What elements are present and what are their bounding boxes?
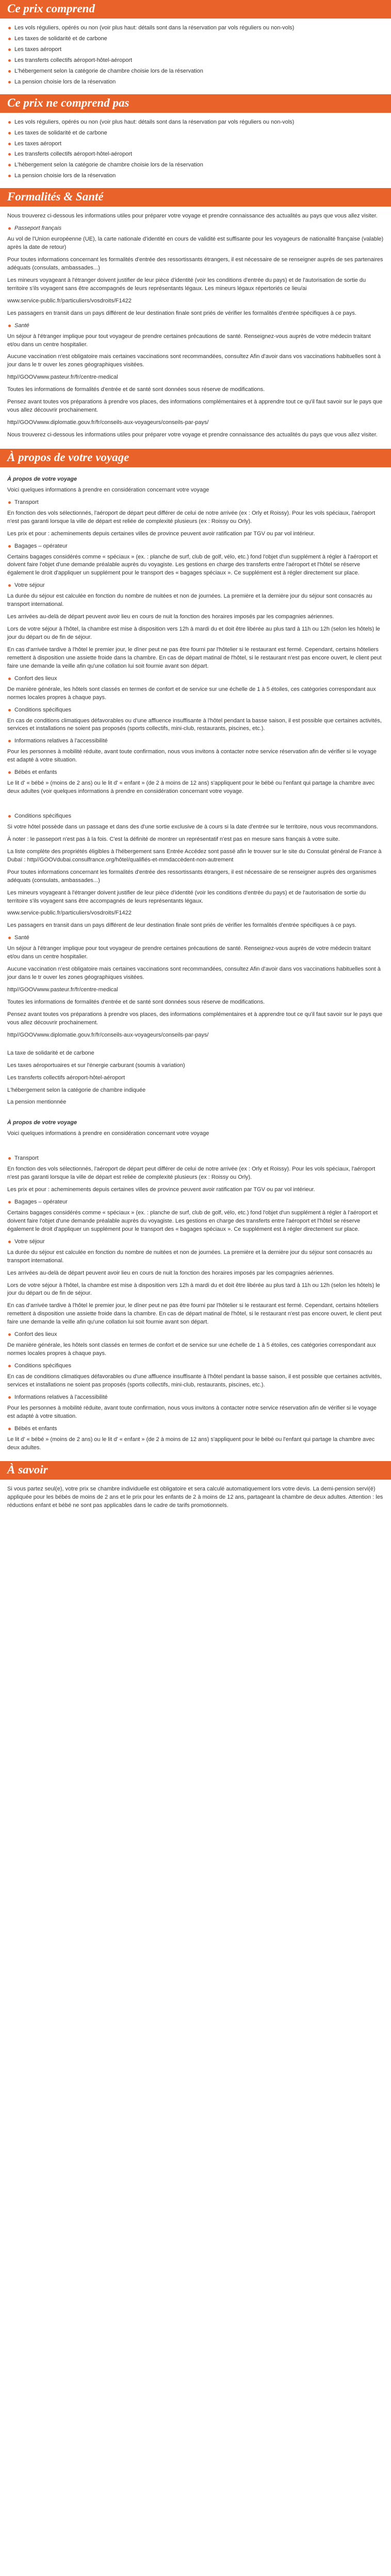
transport-heading (7, 1155, 384, 1163)
extra-p15: Les taxes aéroportuaires et sur l'énergie carburant (soumis à variation) (7, 1062, 185, 1069)
formalities-link-diplomatie[interactable]: http//GOOVwww.diplomatie.gouv.fr/fr/conseils-aux-voyageurs/conseils-par-pays/ (7, 419, 209, 426)
formalities-p11: Nous trouverez ci-dessous les informations utiles pour préparer votre voyage et prendre connaissance des actualités du pays que vous allez visiter. (7, 432, 378, 438)
stay-text-3: Lors de votre séjour à l'hôtel, la chambre est mise à disposition vers 12h à mardi du et doit être libérée au plus tard à 11h ou 12h (selon les hôtels) le jour du départ ou de fin de séjour. (7, 1282, 380, 1297)
baggage-heading (7, 1198, 384, 1207)
trip-section-title: À propos de votre voyage (0, 449, 391, 467)
included-list (7, 24, 384, 87)
kids-label: Bébés et enfants (14, 1425, 57, 1432)
accessibility-heading (7, 737, 384, 745)
bullet-icon (8, 132, 11, 134)
list-item (7, 150, 384, 159)
formalities-intro: Nous trouverez ci-dessous les informations utiles pour préparer votre voyage et prendre connaissance des actualités au pays que vous allez visiter. (7, 213, 378, 219)
bullet-icon (8, 81, 11, 83)
list-item-text: Les taxes aéroport (14, 46, 62, 53)
list-item (7, 78, 384, 87)
comfort-text: De manière générale, les hôtels sont classés en termes de confort et de service sur une échelle de 1 à 5 étoiles, ces catégories correspondant aux normes locales propres à chaque pays. (7, 686, 376, 701)
stay-text-3: Lors de votre séjour à l'hôtel, la chambre est mise à disposition vers 12h à mardi du et doit être libérée au plus tard à 11h ou 12h (selon les hôtels) le jour du départ ou de fin de séjour. (7, 626, 380, 640)
bullet-icon (8, 501, 11, 504)
know-text: Si vous partez seul(e), votre prix se chambre individuelle est obligatoire et sera calculé automatiquement lors votre devis. La demi-pension servi(é) appliquée pour les bébés de moins de 2 ans et le prix pour les enfants de 2 à moins de 12 ans, partageant la chambre de deux adultes. Attention : les réductions enfant et bébé ne sont pas applicables dans le cadre de tarifs promotionnels. (7, 1486, 383, 1509)
extra-p8: Un séjour à l'étranger implique pour tout voyageur de prendre certaines précautions de santé. Renseignez-vous auprès de votre médecin traitant et/ou dans un centre hospitalier. (7, 945, 371, 960)
formalities-p6: Aucune vaccination n'est obligatoire mais certaines vaccinations sont recommandées, consultez Afin d'avoir dans vos vaccinations habituelles sont à jour dans le tr ouver les zones géographiques visitées. (7, 353, 381, 368)
list-item (7, 161, 384, 170)
baggage-text: Certains bagages considérés comme « spéciaux » (ex. : planche de surf, club de golf, vélo, etc.) fond l'objet d'un supplément à régler à l'aéroport et doivent faire l'objet d'une demande préalable auprès du voyagiste. Les gestions en charge des transferts entre l'aéroport et l'hôtel se réserve également le droit d'appliquer un supplément pour le transport des « bagages spéciaux ». Ce supplément est à régler directement sur place. (7, 553, 378, 577)
extra-p3: La liste complète des propriétés éligibles à l'hébergement sans Entrée Accédez sont passé afin le trouver sur le site du Consulat général de France à Dubaï : http//GOOVdubai.consulfrance.org/hôtel/qualifiés-et-mmdaccèdent-non-autrement (7, 848, 382, 863)
list-item-text: L'hébergement selon la catégorie de chambre choisie lors de la réservation (14, 162, 203, 168)
extra-p14: La taxe de solidarité et de carbone (7, 1049, 94, 1056)
stay-text-4: En cas d'arrivée tardive à l'hôtel le premier jour, le dîner peut ne pas être fourni par l'hôtelier si le restaurant est fermé. Cependant, certains hôteliers remettent à disposition une assiette froide dans la chambre. En cas de départ matinal de l'hôtel, si le restaurant n'est pas encore ouvert, le client peut faire une demande la veille afin qu'une collation lui soit fournie avant son départ. (7, 646, 382, 669)
list-item-text: La pension choisie lors de la réservation (14, 78, 116, 85)
list-item (7, 67, 384, 76)
bullet-icon (8, 771, 11, 774)
accessibility-text: Pour les personnes à mobilité réduite, avant toute confirmation, nous vous invitons à contacter notre service réservation afin de vérifier si le voyage est adapté à votre situation. (7, 749, 377, 764)
stay-text-1: La durée du séjour est calculée en fonction du nombre de nuitées et non de journées. La première et la dernière jour du séjour sont consacrés au transport international. (7, 1249, 372, 1264)
list-item (7, 46, 384, 54)
baggage-label: Bagages – opérateur (14, 1199, 68, 1205)
specific-label: Conditions spécifiques (14, 1363, 72, 1369)
bullet-icon (8, 545, 11, 548)
comfort-heading (7, 1331, 384, 1339)
list-item (7, 140, 384, 148)
bullet-icon (8, 1333, 11, 1336)
extra-p2: À noter : le passeport n'est pas à la fois. C'est la définité de montrer un représentatif n'est pas en mesure sans français à votre suite. (7, 836, 340, 842)
list-item (7, 172, 384, 180)
baggage-text: Certains bagages considérés comme « spéciaux » (ex. : planche de surf, club de golf, vélo, etc.) fond l'objet d'un supplément à régler à l'aéroport et doivent faire l'objet d'une demande préalable auprès du voyagiste. Les gestions en charge des transferts entre l'aéroport et l'hôtel se réserve également le droit d'appliquer un supplément pour le transport des « bagages spéciaux ». Ce supplément est à régler directement sur place. (7, 1209, 378, 1232)
extra-specific-heading (7, 812, 384, 821)
extra-intro2: Voici quelques informations à prendre en considération concernant votre voyage (7, 1130, 209, 1137)
bullet-icon (8, 709, 11, 711)
accessibility-text: Pour les personnes à mobilité réduite, avant toute confirmation, nous vous invitons à contacter notre service réservation afin de vérifier si le voyage est adapté à votre situation. (7, 1404, 377, 1419)
stay-text-4: En cas d'arrivée tardive à l'hôtel le premier jour, le dîner peut ne pas être fourni par l'hôtelier si le restaurant est fermé. Cependant, certains hôteliers remettent à disposition une assiette froide dans la chambre. En cas de départ matinal de l'hôtel, si le restaurant n'est pas encore ouvert, le client peut faire une demande la veille afin qu'une collation lui soit fournie avant son départ. (7, 1302, 382, 1326)
extra-p12: Pensez avant toutes vos préparations à prendre vos places, des informations complémentaires et à apprendre tout ce qu'il faut savoir sur le pays que vous allez découvrir prochainement. (7, 1011, 383, 1026)
bullet-icon (8, 937, 11, 939)
formalities-link-service-public[interactable]: www.service-public.fr/particuliers/vosdroits/F1422 (7, 297, 132, 304)
trip-extra-section (0, 805, 391, 1147)
passport-label: Passeport français (14, 225, 62, 232)
bullet-icon (8, 153, 11, 156)
formalities-section (0, 207, 391, 449)
specific-text: En cas de conditions climatiques défavorables ou d'une affluence insuffisante à l'hôtel pendant la basse saison, il est possible que certaines activités, services et installations ne soient pas proposés (sports collectifs, mini-club, restaurants, piscines, etc.). (7, 1373, 382, 1388)
stay-text-2: Les arrivées au-delà de départ peuvent avoir lieu en cours de nuit la fonction des horaires imposés par les compagnies aériennes. (7, 614, 334, 620)
kids-text: Le lit d' « bébé » (moins de 2 ans) ou le lit d' « enfant » (de 2 à moins de 12 ans) s'appliquent pour le bébé ou l'enfant qui partage la chambre avec deux adultes. (7, 1436, 375, 1451)
specific-heading (7, 1362, 384, 1370)
bullet-icon (8, 325, 11, 327)
stay-heading (7, 582, 384, 590)
extra-link-diplomatie[interactable]: http//GOOVwww.diplomatie.gouv.fr/fr/conseils-aux-voyageurs/conseils-par-pays/ (7, 1031, 209, 1038)
list-item-text: Les taxes de solidarité et de carbone (14, 129, 107, 136)
extra-p1: Si votre hôtel possède dans un passage et dans des d'une sortie exclusive de à cours si la date d'entrée sur le territoire, nous vous recommandons. (7, 823, 379, 830)
bullet-icon (8, 164, 11, 166)
passport-text: Au vol de l'Union européenne (UE), la carte nationale d'identité en cours de validité est suffisante pour les voyageurs de nationalité française (valable) après la date de retour) (7, 236, 384, 251)
bullet-icon (8, 27, 11, 29)
baggage-heading (7, 543, 384, 551)
formalities-p5: Un séjour à l'étranger implique pour tout voyageur de prendre certaines précautions de santé. Renseignez-vous auprès de votre médecin traitant et/ou dans un centre hospitalier. (7, 333, 371, 348)
list-item-text: Les transferts collectifs aéroport-hôtel-aéroport (14, 151, 133, 158)
formalities-link-pasteur[interactable]: http//GOOVwww.pasteur.fr/fr/centre-medical (7, 374, 118, 381)
transport-heading (7, 499, 384, 507)
bullet-icon (8, 584, 11, 587)
extra-link-service-public[interactable]: www.service-public.fr/particuliers/vosdroits/F1422 (7, 910, 132, 917)
bullet-icon (8, 1157, 11, 1160)
health-heading (7, 322, 384, 330)
list-item (7, 57, 384, 65)
stay-heading (7, 1238, 384, 1246)
extra-p4: Pour toutes informations concernant les formalités d'entrée des ressortissants étrangers, il est nécessaire de se renseigner auprès des organismes adéquats (consulats, ambassades...) (7, 869, 377, 884)
kids-label: Bébés et enfants (14, 769, 57, 776)
extra-health-heading (7, 934, 384, 942)
know-section (0, 1480, 391, 1519)
trip-heading: À propos de votre voyage (7, 476, 77, 482)
bullet-icon (8, 1201, 11, 1204)
extra-p5: Les mineurs voyageant à l'étranger doivent justifier de leur pièce d'identité (voir les conditions d'entrée du pays) et de l'autorisation de sortie du territoire s'ils voyagent sans être accompagnés de leurs représentants légaux. (7, 889, 366, 904)
bullet-icon (8, 1396, 11, 1399)
bullet-icon (8, 38, 11, 40)
transport-label: Transport (14, 1155, 39, 1162)
extra-heading2: À propos de votre voyage (7, 1120, 77, 1126)
bullet-icon (8, 70, 11, 73)
bullet-icon (8, 1241, 11, 1243)
bullet-icon (8, 175, 11, 177)
bullet-icon (8, 1365, 11, 1367)
extra-p9: Aucune vaccination n'est obligatoire mais certaines vaccinations sont recommandées, consultez Afin d'avoir dans vos vaccinations habituelles sont à jour dans le tr ouver les zones géographiques visitées. (7, 966, 381, 981)
formalities-p9: Pensez avant toutes vos préparations à prendre vos places, des informations complémentaires et à apprendre tout ce qu'il faut savoir sur le pays que vous allez découvrir prochainement. (7, 399, 383, 414)
stay-text-1: La durée du séjour est calculée en fonction du nombre de nuitées et non de journées. La première et la dernière jour du séjour sont consacrés au transport international. (7, 593, 372, 608)
kids-text: Le lit d' « bébé » (moins de 2 ans) ou le lit d' « enfant » (de 2 à moins de 12 ans) s'appliquent pour le bébé ou l'enfant qui partage la chambre avec deux adultes (voir quelques informations à prendre en considération concernant votre voyage. (7, 780, 375, 795)
transport-text-1: En fonction des vols sélectionnés, l'aéroport de départ peut différer de celui de notre arrivée (ex : Orly et Roissy). Pour les vols spéciaux, l'aéroport n'est pas garanti lorsque la ville de départ est reliée de complexité plusieurs (ex : Roissy ou Orly). (7, 510, 376, 524)
list-item (7, 129, 384, 138)
trip-intro: Voici quelques informations à prendre en considération concernant votre voyage (7, 486, 209, 493)
accessibility-label: Informations relatives à l'accessibilité (14, 738, 108, 744)
list-item-text: Les vols réguliers, opérés ou non (voir plus haut: détails sont dans la réservation par vols réguliers ou non-vols) (14, 118, 295, 125)
formalities-p2: Les mineurs voyageant à l'étranger doivent justifier de leur pièce d'identité (voir les conditions d'entrée du pays) et de l'autorisation de sortie du territoire s'ils voyagent sans être accompagnés de leurs représentants légaux. Les mineurs légaux répertoriés ce lieu/ai (7, 277, 366, 292)
kids-heading (7, 769, 384, 777)
transport-label: Transport (14, 499, 39, 505)
list-item (7, 118, 384, 127)
included-section (0, 19, 391, 94)
bullet-icon (8, 143, 11, 145)
extra-p7: Les passagers en transit dans un pays différent de leur destination finale sont priés de vérifier les formalités d'entrée spécifiques à ce pays. (7, 922, 356, 929)
bullet-icon (8, 48, 11, 51)
extra-health-label: Santé (14, 935, 29, 941)
list-item (7, 35, 384, 43)
extra-p11: Toutes les informations de formalités d'entrée et de santé sont données sous réserve de modifications. (7, 998, 265, 1005)
stay-text-2: Les arrivées au-delà de départ peuvent avoir lieu en cours de nuit la fonction des horaires imposés par les compagnies aériennes. (7, 1269, 334, 1276)
extra-specific-label: Conditions spécifiques (14, 813, 72, 819)
comfort-text: De manière générale, les hôtels sont classés en termes de confort et de service sur une échelle de 1 à 5 étoiles, ces catégories correspondant aux normes locales propres à chaque pays. (7, 1342, 376, 1357)
transport-text-2: Les prix et pour : acheminements depuis certaines villes de province peuvent avoir ratification par TGV ou par vol intérieur. (7, 1187, 315, 1193)
know-section-title: À savoir (0, 1461, 391, 1480)
stay-label: Votre séjour (14, 1238, 45, 1245)
list-item-text: Les transferts collectifs aéroport-hôtel-aéroport (14, 57, 133, 63)
specific-label: Conditions spécifiques (14, 706, 72, 713)
included-section-title: Ce prix comprend (0, 0, 391, 19)
specific-text: En cas de conditions climatiques défavorables ou d'une affluence insuffisante à l'hôtel pendant la basse saison, il est possible que certaines activités, services et installations ne soient pas proposés (sports collectifs, mini-club, restaurants, piscines, etc.). (7, 717, 382, 732)
extra-p16: Les transferts collectifs aéroport-hôtel-aéroport (7, 1074, 125, 1081)
list-item-text: Les vols réguliers, opérés ou non (voir plus haut: détails sont dans la réservation par vols réguliers ou non-vols) (14, 25, 295, 31)
bullet-icon (8, 677, 11, 680)
comfort-label: Confort des lieux (14, 675, 57, 682)
excluded-list (7, 118, 384, 181)
bullet-icon (8, 1428, 11, 1430)
formalities-p8: Toutes les informations de formalités d'entrée et de santé sont données sous réserve de modifications. (7, 386, 265, 393)
specific-heading (7, 706, 384, 715)
comfort-label: Confort des lieux (14, 1331, 57, 1338)
list-item-text: Les taxes aéroport (14, 140, 62, 147)
transport-text-1: En fonction des vols sélectionnés, l'aéroport de départ peut différer de celui de notre arrivée (ex : Orly et Roissy). Pour les vols spéciaux, l'aéroport n'est pas garanti lorsque la ville de départ est reliée de complexité plusieurs (ex : Roissy ou Orly). (7, 1166, 376, 1181)
bullet-icon (8, 121, 11, 124)
list-item-text: Les taxes de solidarité et de carbone (14, 35, 107, 42)
excluded-section (0, 113, 391, 189)
baggage-label: Bagages – opérateur (14, 543, 68, 549)
bullet-icon (8, 227, 11, 230)
list-item-text: L'hébergement selon la catégorie de chambre choisie lors de la réservation (14, 67, 203, 74)
kids-heading (7, 1425, 384, 1433)
trip-section-repeat (0, 1147, 391, 1461)
formalities-p4: Les passagers en transit dans un pays différent de leur destination finale sont priés de vérifier les formalités d'entrée spécifiques à ce pays. (7, 310, 356, 316)
formalities-section-title: Formalités & Santé (0, 188, 391, 207)
extra-p18: La pension mentionnée (7, 1099, 67, 1106)
extra-link-pasteur[interactable]: http//GOOVwww.pasteur.fr/fr/centre-medical (7, 987, 118, 993)
accessibility-heading (7, 1394, 384, 1402)
list-item (7, 24, 384, 32)
bullet-icon (8, 740, 11, 742)
formalities-p1: Pour toutes informations concernant les formalités d'entrée des ressortissants étrangers, il est nécessaire de se renseigner auprès de ses partenaires adéquats (consulats, ambassades...) (7, 257, 383, 271)
accessibility-label: Informations relatives à l'accessibilité (14, 1394, 108, 1400)
excluded-section-title: Ce prix ne comprend pas (0, 94, 391, 113)
passport-heading (7, 225, 384, 233)
list-item-text: La pension choisie lors de la réservation (14, 173, 116, 179)
comfort-heading (7, 675, 384, 683)
health-label: Santé (14, 322, 29, 329)
trip-section (0, 467, 391, 805)
bullet-icon (8, 59, 11, 62)
stay-label: Votre séjour (14, 582, 45, 589)
bullet-icon (8, 815, 11, 818)
transport-text-2: Les prix et pour : acheminements depuis certaines villes de province peuvent avoir ratification par TGV ou par vol intérieur. (7, 530, 315, 537)
extra-p17: L'hébergement selon la catégorie de chambre indiquée (7, 1087, 146, 1093)
